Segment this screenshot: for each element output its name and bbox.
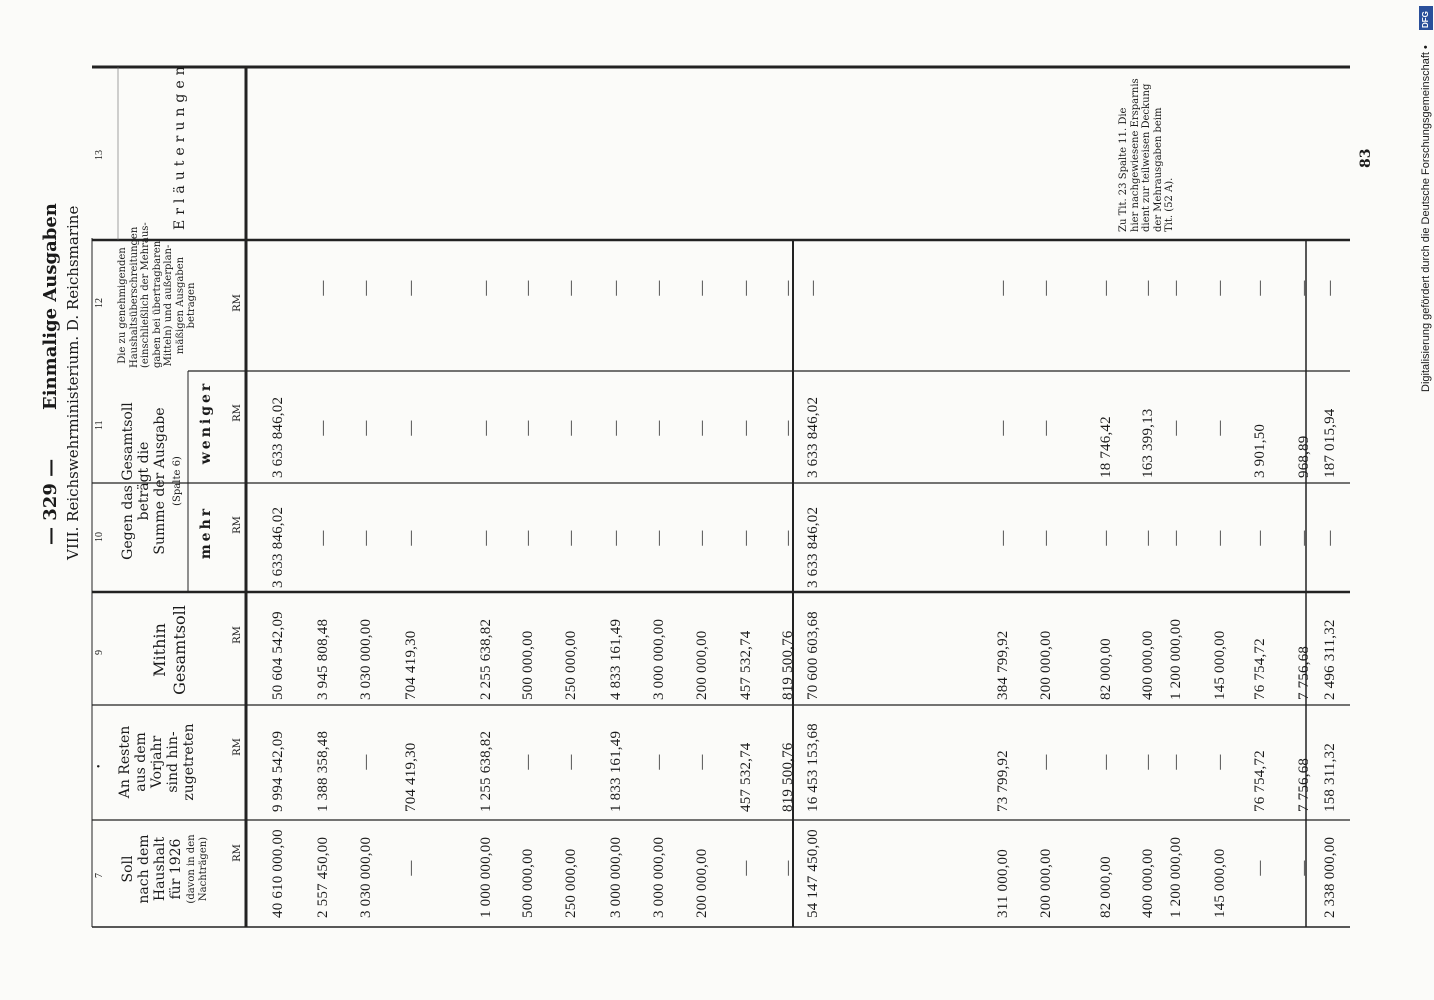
cell-reste: — (651, 754, 667, 770)
col-number-9: 9 (94, 650, 105, 655)
cell-reste: — (563, 754, 579, 770)
cell-reste: 704 419,30 (403, 742, 419, 812)
cell-gesamtsoll: 3 945 808,48 (315, 618, 331, 700)
cell-mehr: — (1322, 530, 1338, 546)
cell-mehr: — (1168, 530, 1184, 546)
cell-gesamtsoll: 2 496 311,32 (1322, 619, 1338, 700)
cell-mehr: 3 633 846,02 (270, 506, 286, 588)
cell-mehr: — (1098, 530, 1114, 546)
cell-reste: — (520, 754, 536, 770)
credit-line: Digitalisierung gefördert durch die Deutsche Forschungsgemeinschaft • (1420, 45, 1432, 392)
cell-gesamtsoll: 250 000,00 (563, 630, 579, 700)
cell-soll: 200 000,00 (694, 848, 710, 918)
cell-soll: 3 000 000,00 (651, 836, 667, 918)
cell-mehr: — (995, 530, 1011, 546)
cell-soll: 3 030 000,00 (358, 836, 374, 918)
cell-mehr: — (358, 530, 374, 546)
cell-soll: — (738, 860, 754, 876)
cell-soll: 3 000 000,00 (608, 836, 624, 918)
cell-soll: 40 610 000,00 (270, 829, 286, 918)
cell-reste: 73 799,92 (995, 750, 1011, 812)
cell-soll: 54 147 450,00 (805, 829, 821, 918)
cell-ueberschreitung: — (995, 280, 1011, 296)
col-number-10: 10 (94, 532, 105, 542)
cell-ueberschreitung: — (694, 280, 710, 296)
cell-gesamtsoll: 2 255 638,82 (478, 618, 494, 700)
page-number: — 329 — (40, 458, 61, 545)
unit-rm-c12: RM (232, 294, 243, 312)
cell-mehr: — (1140, 530, 1156, 546)
unit-rm-c9: RM (232, 626, 243, 644)
cell-ueberschreitung: — (780, 280, 796, 296)
cell-soll: 2 557 450,00 (315, 836, 331, 918)
cell-soll: — (1296, 860, 1312, 876)
cell-weniger: — (1038, 420, 1054, 436)
page-title: Einmalige Ausgaben (40, 203, 61, 410)
cell-weniger: — (651, 420, 667, 436)
cell-soll: — (1252, 860, 1268, 876)
cell-mehr: — (478, 530, 494, 546)
cell-gesamtsoll: 145 000,00 (1212, 630, 1228, 700)
cell-gesamtsoll: 50 604 542,09 (270, 611, 286, 700)
cell-soll: — (780, 860, 796, 876)
cell-reste: 819 500,76 (780, 742, 796, 812)
cell-mehr: — (520, 530, 536, 546)
cell-ueberschreitung: — (315, 280, 331, 296)
header-gegen-note: (Spalte 6) (172, 456, 183, 506)
cell-weniger: — (1168, 420, 1184, 436)
dfg-logo (1419, 6, 1433, 30)
cell-gesamtsoll: 457 532,74 (738, 630, 754, 700)
col-number-11: 11 (94, 420, 105, 430)
cell-mehr: — (651, 530, 667, 546)
cell-mehr: 3 633 846,02 (805, 506, 821, 588)
unit-rm-c11: RM (232, 404, 243, 422)
cell-reste: 7 756,68 (1296, 757, 1312, 812)
header-reste: An Resten aus dem Vorjahr sind hin- zugetreten (117, 723, 197, 801)
cell-mehr: — (780, 530, 796, 546)
cell-weniger: 187 015,94 (1322, 408, 1338, 478)
cell-weniger: — (738, 420, 754, 436)
header-soll-note: (davon in den Nachträgen) (186, 834, 209, 904)
cell-reste: 9 994 542,09 (270, 730, 286, 812)
header-erlaeuterungen: Erläuterungen (172, 61, 188, 230)
cell-soll: 250 000,00 (563, 848, 579, 918)
cell-gesamtsoll: 819 500,76 (780, 630, 796, 700)
cell-weniger: 3 901,50 (1252, 423, 1268, 478)
cell-mehr: — (1296, 530, 1312, 546)
cell-ueberschreitung: — (520, 280, 536, 296)
header-soll: Soll nach dem Haushalt für 1926 (120, 834, 184, 904)
cell-ueberschreitung: — (1038, 280, 1054, 296)
cell-ueberschreitung: — (1322, 280, 1338, 296)
cell-mehr: — (608, 530, 624, 546)
cell-reste: 76 754,72 (1252, 750, 1268, 812)
header-weniger: weniger (198, 380, 214, 465)
cell-weniger: 163 399,13 (1140, 408, 1156, 478)
cell-ueberschreitung: — (738, 280, 754, 296)
cell-soll: 400 000,00 (1140, 848, 1156, 918)
cell-ueberschreitung: — (1168, 280, 1184, 296)
dfg-logo-text: DFG (1421, 11, 1430, 28)
cell-ueberschreitung: — (805, 280, 821, 296)
cell-reste: — (1168, 754, 1184, 770)
cell-reste: — (1212, 754, 1228, 770)
cell-soll: 200 000,00 (1038, 848, 1054, 918)
col-number-8: • (94, 764, 105, 768)
cell-weniger: — (563, 420, 579, 436)
header-mehr: mehr (198, 505, 214, 560)
unit-rm-c7: RM (232, 844, 243, 862)
cell-mehr: — (738, 530, 754, 546)
cell-soll: 2 338 000,00 (1322, 836, 1338, 918)
cell-soll: 500 000,00 (520, 848, 536, 918)
cell-ueberschreitung: — (1098, 280, 1114, 296)
cell-mehr: — (694, 530, 710, 546)
cell-weniger: — (694, 420, 710, 436)
cell-weniger: — (358, 420, 374, 436)
cell-gesamtsoll: 400 000,00 (1140, 630, 1156, 700)
cell-ueberschreitung: — (563, 280, 579, 296)
cell-gesamtsoll: 500 000,00 (520, 630, 536, 700)
cell-gesamtsoll: 3 000 000,00 (651, 618, 667, 700)
cell-soll: 1 200 000,00 (1168, 836, 1184, 918)
cell-ueberschreitung: — (478, 280, 494, 296)
cell-ueberschreitung: — (403, 280, 419, 296)
cell-ueberschreitung: — (1212, 280, 1228, 296)
cell-soll: — (403, 860, 419, 876)
cell-reste: 457 532,74 (738, 742, 754, 812)
cell-weniger: — (608, 420, 624, 436)
cell-ueberschreitung: — (1296, 280, 1312, 296)
cell-soll: 145 000,00 (1212, 848, 1228, 918)
cell-ueberschreitung: — (1252, 280, 1268, 296)
note-text: Zu Tit. 23 Spalte 11. Die hier nachgewiesene Ersparnis dient zur teilweisen Deckung der Mehrausgaben beim Tit. (52 A). (1118, 78, 1175, 232)
unit-rm-c10: RM (232, 516, 243, 534)
cell-ueberschreitung: — (358, 280, 374, 296)
cell-reste: — (694, 754, 710, 770)
cell-reste: 1 255 638,82 (478, 730, 494, 812)
col-number-13: 13 (94, 150, 105, 160)
cell-ueberschreitung: — (1140, 280, 1156, 296)
cell-reste: 1 833 161,49 (608, 730, 624, 812)
cell-mehr: — (1212, 530, 1228, 546)
page-subtitle: VIII. Reichswehrministerium. D. Reichsmarine (64, 205, 82, 560)
cell-gesamtsoll: 704 419,30 (403, 630, 419, 700)
cell-weniger: — (520, 420, 536, 436)
cell-weniger: — (403, 420, 419, 436)
cell-weniger: — (780, 420, 796, 436)
cell-soll: 311 000,00 (995, 849, 1011, 918)
cell-mehr: — (315, 530, 331, 546)
cell-gesamtsoll: 200 000,00 (1038, 630, 1054, 700)
header-gegen: Gegen das Gesamtsoll beträgt die Summe der Ausgabe (120, 402, 168, 560)
cell-weniger: 3 633 846,02 (270, 396, 286, 478)
cell-weniger: 18 746,42 (1098, 416, 1114, 478)
cell-reste: — (1038, 754, 1054, 770)
col-number-7: 7 (94, 873, 105, 878)
cell-gesamtsoll: 7 756,68 (1296, 645, 1312, 700)
cell-mehr: — (563, 530, 579, 546)
cell-ueberschreitung: — (651, 280, 667, 296)
cell-reste: 158 311,32 (1322, 743, 1338, 812)
cell-soll: 1 000 000,00 (478, 836, 494, 918)
cell-weniger: — (478, 420, 494, 436)
cell-ueberschreitung: — (608, 280, 624, 296)
cell-weniger: 3 633 846,02 (805, 396, 821, 478)
cell-reste: — (358, 754, 374, 770)
cell-gesamtsoll: 82 000,00 (1098, 638, 1114, 700)
cell-weniger: 968,89 (1296, 435, 1312, 478)
cell-mehr: — (403, 530, 419, 546)
cell-mehr: — (1038, 530, 1054, 546)
cell-gesamtsoll: 200 000,00 (694, 630, 710, 700)
cell-reste: — (1098, 754, 1114, 770)
unit-rm-c8: RM (232, 738, 243, 756)
cell-mehr: — (1252, 530, 1268, 546)
side-page-number: 83 (1358, 148, 1374, 168)
cell-soll: 82 000,00 (1098, 856, 1114, 918)
cell-reste: 16 453 153,68 (805, 723, 821, 812)
cell-gesamtsoll: 1 200 000,00 (1168, 618, 1184, 700)
cell-weniger: — (995, 420, 1011, 436)
cell-gesamtsoll: 4 833 161,49 (608, 618, 624, 700)
cell-gesamtsoll: 70 600 603,68 (805, 611, 821, 700)
cell-gesamtsoll: 384 799,92 (995, 630, 1011, 700)
cell-weniger: — (1212, 420, 1228, 436)
col-number-12: 12 (94, 298, 105, 308)
cell-gesamtsoll: 76 754,72 (1252, 638, 1268, 700)
cell-weniger: — (315, 420, 331, 436)
cell-gesamtsoll: 3 030 000,00 (358, 618, 374, 700)
header-ueberschreitungen: Die zu genehmigenden Haushaltsüberschreitungen (einschließlich der Mehraus- gaben bei übertragbaren Mitteln) und außerplan- mäßigen Ausgaben betragen (117, 222, 197, 368)
cell-reste: — (1140, 754, 1156, 770)
cell-reste: 1 388 358,48 (315, 730, 331, 812)
header-gesamtsoll: Mithin Gesamtsoll (150, 605, 189, 695)
